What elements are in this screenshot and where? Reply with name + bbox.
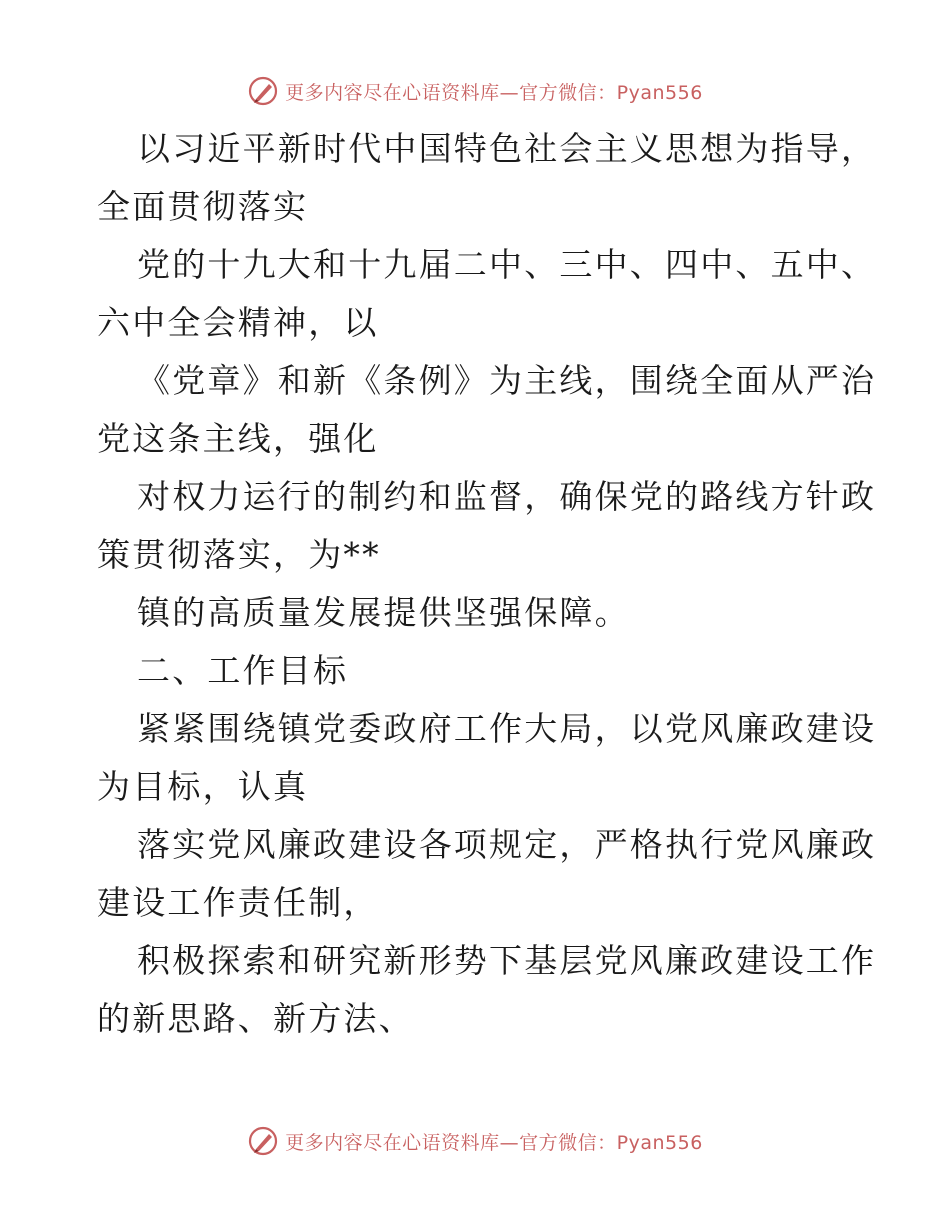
- header-watermark-text: 更多内容尽在心语资料库—官方微信：Pyan556: [285, 81, 703, 104]
- footer-watermark-text: 更多内容尽在心语资料库—官方微信：Pyan556: [285, 1131, 703, 1154]
- body-line: 六中全会精神，以: [97, 303, 379, 342]
- body-line: 以习近平新时代中国特色社会主义思想为指导，: [137, 129, 877, 168]
- body-line: 积极探索和研究新形势下基层党风廉政建设工作: [137, 941, 877, 980]
- pen-logo-icon: [247, 75, 279, 107]
- body-line: 的新思路、新方法、: [97, 999, 414, 1038]
- pen-logo-icon: [247, 1125, 279, 1157]
- header-watermark: [0, 71, 950, 111]
- body-line: 党的十九大和十九届二中、三中、四中、五中、: [137, 245, 877, 284]
- document-body: [97, 120, 877, 1048]
- body-line: 对权力运行的制约和监督，确保党的路线方针政: [137, 477, 877, 516]
- body-line: 全面贯彻落实: [97, 187, 309, 226]
- body-line: 策贯彻落实，为**: [97, 535, 381, 574]
- section-heading: 二、工作目标: [137, 651, 349, 690]
- body-line: 建设工作责任制，: [97, 883, 379, 922]
- body-line: 《党章》和新《条例》为主线，围绕全面从严治: [137, 361, 877, 400]
- body-line: 紧紧围绕镇党委政府工作大局，以党风廉政建设: [137, 709, 877, 748]
- body-line: 镇的高质量发展提供坚强保障。: [137, 593, 630, 632]
- footer-watermark: [0, 1121, 950, 1161]
- body-line: 落实党风廉政建设各项规定，严格执行党风廉政: [137, 825, 877, 864]
- body-line: 为目标，认真: [97, 767, 309, 806]
- body-line: 党这条主线，强化: [97, 419, 379, 458]
